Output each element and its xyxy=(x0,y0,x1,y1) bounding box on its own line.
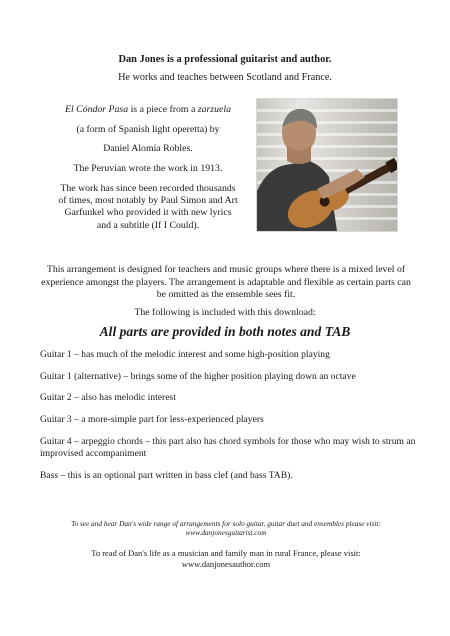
author-website-link[interactable]: www.danjonesauthor.com xyxy=(181,559,271,570)
all-parts-heading: All parts are provided in both notes and TAB xyxy=(99,324,351,339)
list-item: Bass – this is an optional part written in bass clef (and bass TAB). xyxy=(40,469,293,481)
intro-line-2: (a form of Spanish light operetta) by xyxy=(76,123,220,135)
arrangement-paragraph: This arrangement is designed for teachers and music groups where there is a mixed level of experience amongst the players. The arrangement is adaptable and flexible as certain parts can be omitted as the ensemble sees fit. xyxy=(41,264,411,301)
intro-line-4: The Peruvian wrote the work in 1913. xyxy=(73,163,223,175)
list-item: Guitar 4 – arpeggio chords – this part also has chord symbols for those who may wish to strum an improvised accompaniment xyxy=(40,435,416,460)
list-item: Guitar 3 – a more-simple part for less-experienced players xyxy=(40,413,264,425)
parts-list xyxy=(40,349,420,492)
list-item: Guitar 2 – also has melodic interest xyxy=(40,392,176,404)
included-intro: The following is included with this download: xyxy=(134,307,316,318)
intro-line-3: Daniel Alomía Robles. xyxy=(103,143,193,155)
intro-block xyxy=(58,104,238,239)
guitarist-photo xyxy=(256,98,398,232)
intro-line-1 xyxy=(58,104,238,117)
heading: Dan Jones is a professional guitarist and author. xyxy=(118,54,332,65)
piece-title: El Cóndor Pasa xyxy=(65,104,129,115)
visit-text: To see and hear Dan's wide range of arrangements for solo guitar, guitar duet and ensembles please visit: xyxy=(71,519,381,528)
life-note xyxy=(40,548,412,571)
list-item: Guitar 1 (alternative) – brings some of the higher position playing down an octave xyxy=(40,370,356,382)
visit-note xyxy=(40,519,412,538)
guitarist-figure-icon xyxy=(257,99,397,231)
intro-line-5: The work has since been recorded thousands of times, most notably by Paul Simon and Art Garfunkel who provided it with new lyrics and a subtitle (If I Could). xyxy=(58,182,238,231)
life-text: To read of Dan's life as a musician and family man in rural France, please visit: xyxy=(91,548,361,558)
zarzuela-term: zarzuela xyxy=(197,104,231,115)
guitarist-website-link[interactable]: www.danjonesguitarist.com xyxy=(185,528,267,538)
intro-line-1-rest: is a piece from a xyxy=(128,104,198,115)
list-item: Guitar 1 – has much of the melodic interest and some high-position playing xyxy=(40,349,330,360)
subheading: He works and teaches between Scotland and France. xyxy=(118,72,332,83)
